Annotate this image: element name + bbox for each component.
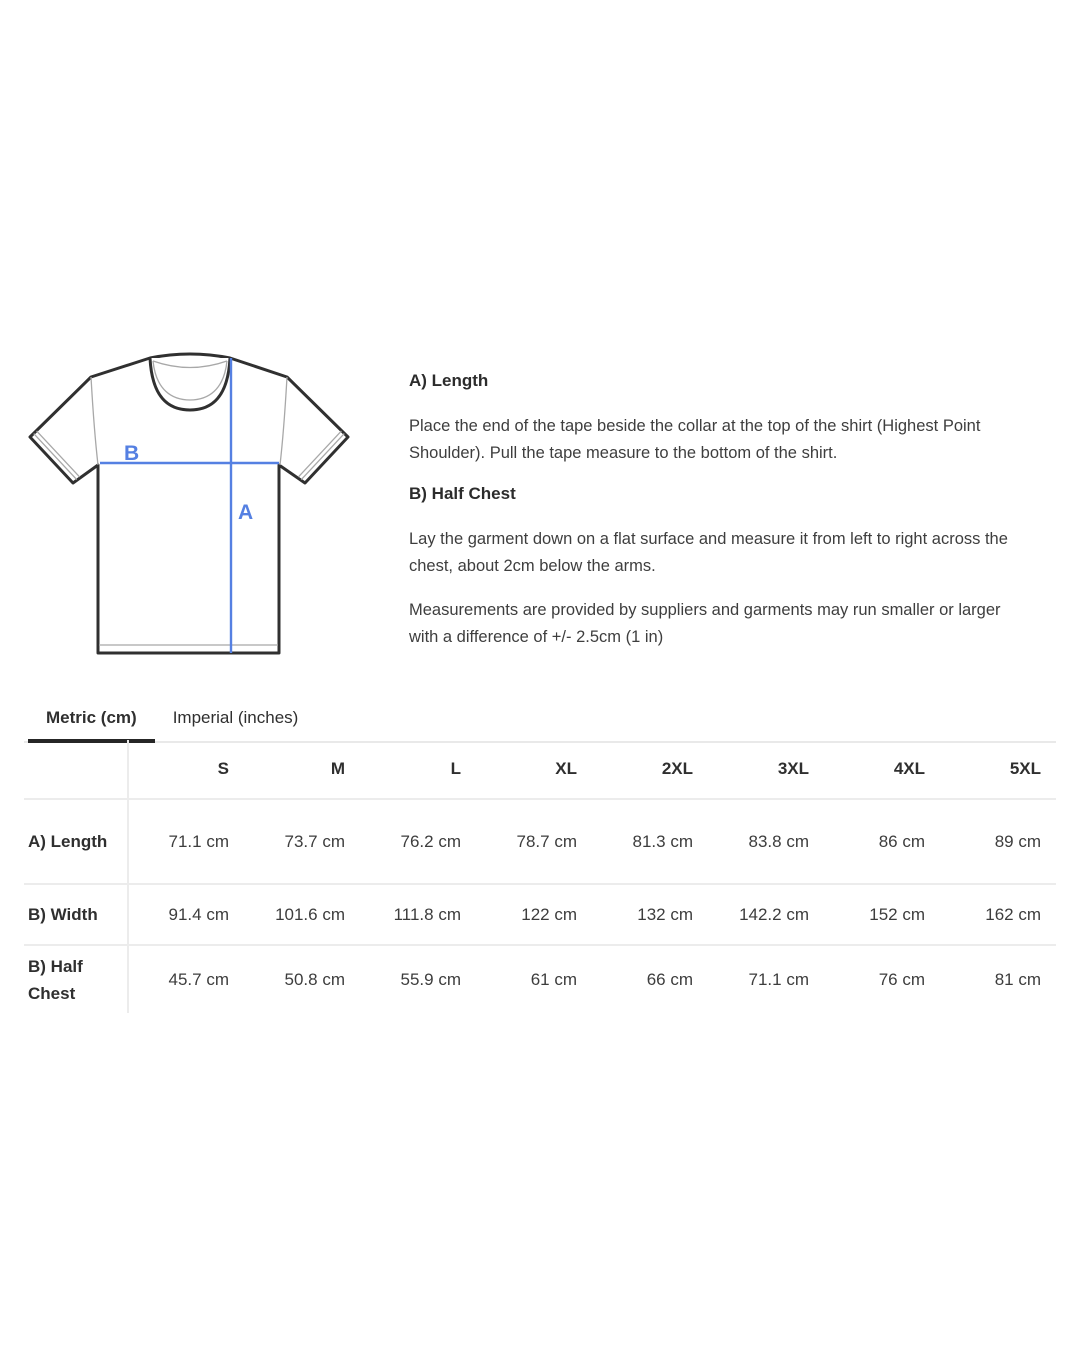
size-value-cell: 89 cm (994, 831, 1041, 851)
unit-tabbar (24, 698, 1056, 743)
size-column-header: M (330, 759, 345, 778)
length-heading: A) Length (409, 371, 489, 390)
size-column-header: L (450, 759, 461, 778)
table-row (24, 799, 1056, 884)
size-value-cell: 91.4 cm (168, 904, 229, 924)
size-value-cell: 73.7 cm (284, 831, 345, 851)
size-column-header: 5XL (1009, 759, 1041, 778)
size-value-cell: 142.2 cm (739, 904, 809, 924)
half-chest-heading: B) Half Chest (409, 484, 516, 503)
size-table-body (24, 799, 1056, 1013)
size-value-cell: 81 cm (994, 969, 1041, 989)
size-value-cell: 55.9 cm (400, 969, 461, 989)
size-value-cell: 76.2 cm (400, 831, 461, 851)
size-value-cell: 152 cm (869, 904, 925, 924)
size-column-header: S (217, 759, 229, 778)
measurement-instructions (409, 371, 1027, 668)
size-column-header: 4XL (893, 759, 925, 778)
half-chest-description: Lay the garment down on a flat surface and measure it from left to right across the chest, about 2cm below the arms. (409, 530, 1008, 575)
size-table-header (24, 740, 1056, 799)
label-a: A (238, 501, 254, 524)
tab-metric[interactable]: Metric (cm) (28, 698, 155, 741)
size-column-header: XL (555, 759, 577, 778)
size-column-header: 3XL (777, 759, 809, 778)
measurement-note: Measurements are provided by suppliers and garments may run smaller or larger with a difference of +/- 2.5cm (1 in) (409, 601, 1001, 646)
size-value-cell: 132 cm (637, 904, 693, 924)
table-row (24, 884, 1056, 945)
size-value-cell: 66 cm (646, 969, 693, 989)
size-value-cell: 86 cm (878, 831, 925, 851)
row-label: B) Half Chest (24, 945, 128, 1013)
size-value-cell: 83.8 cm (748, 831, 809, 851)
row-label: B) Width (24, 884, 128, 945)
size-value-cell: 76 cm (878, 969, 925, 989)
table-row (24, 945, 1056, 1013)
size-value-cell: 101.6 cm (275, 904, 345, 924)
header-spacer-cell (24, 740, 128, 799)
header-row (24, 740, 1056, 799)
size-table (24, 740, 1056, 1013)
size-value-cell: 50.8 cm (284, 969, 345, 989)
size-value-cell: 162 cm (985, 904, 1041, 924)
tab-imperial[interactable]: Imperial (inches) (172, 708, 299, 727)
label-b: B (124, 442, 140, 465)
size-value-cell: 78.7 cm (516, 831, 577, 851)
size-value-cell: 81.3 cm (632, 831, 693, 851)
size-value-cell: 71.1 cm (748, 969, 809, 989)
length-description: Place the end of the tape beside the collar at the top of the shirt (Highest Point Shoulder). Pull the tape measure to the bottom of the shirt. (409, 417, 981, 462)
size-value-cell: 71.1 cm (168, 831, 229, 851)
size-value-cell: 122 cm (521, 904, 577, 924)
row-label: A) Length (24, 799, 128, 884)
size-value-cell: 61 cm (530, 969, 577, 989)
size-value-cell: 45.7 cm (168, 969, 229, 989)
size-column-header: 2XL (661, 759, 693, 778)
tshirt-diagram (24, 346, 356, 662)
size-value-cell: 111.8 cm (393, 904, 461, 924)
